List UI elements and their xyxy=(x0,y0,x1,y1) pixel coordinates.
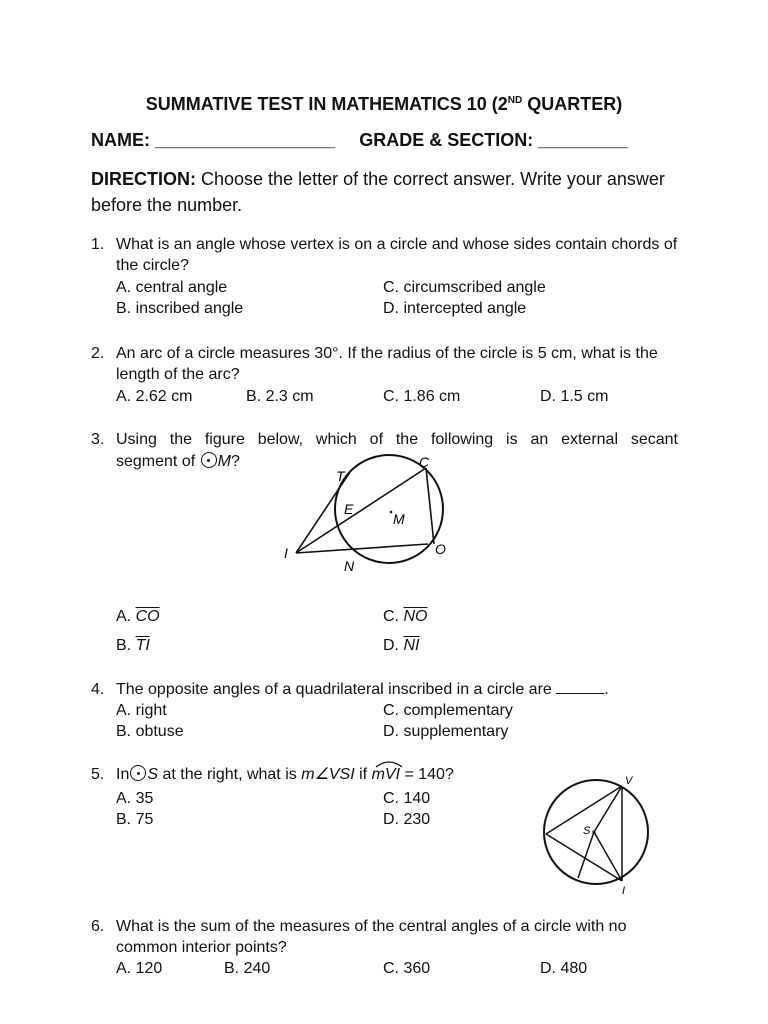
secant-io xyxy=(296,544,428,553)
circle-s xyxy=(544,780,648,884)
direction xyxy=(91,166,681,218)
question-2-option-c: C. 1.86 cm xyxy=(383,388,461,405)
circle-symbol-icon xyxy=(130,765,146,781)
label-i: I xyxy=(622,885,626,897)
label-t: T xyxy=(336,468,345,484)
question-4-option-d: D. supplementary xyxy=(383,723,509,740)
question-2-number: 2. xyxy=(91,345,105,362)
answer-blank xyxy=(556,693,604,694)
question-5-text: In S at the right, what is m∠VSI if mVI = 140? xyxy=(116,764,454,785)
question-5-option-b: B. 75 xyxy=(116,811,154,828)
question-1-option-a: A. central angle xyxy=(116,279,228,296)
question-3-text-line2: segment of M? xyxy=(116,453,240,470)
question-5-option-d: D. 230 xyxy=(383,811,431,828)
question-4-option-c: C. complementary xyxy=(383,702,513,719)
question-5-number: 5. xyxy=(91,766,105,783)
question-3-number: 3. xyxy=(91,431,105,448)
label-s: S xyxy=(583,825,591,837)
name-grade-row xyxy=(91,130,628,151)
question-1-option-d: D. intercepted angle xyxy=(383,300,527,317)
question-5-option-a: A. 35 xyxy=(116,790,154,807)
question-6-option-c: C. 360 xyxy=(383,960,431,977)
label-c: C xyxy=(419,454,430,470)
chord-i xyxy=(546,834,622,881)
question-1-text: What is an angle whose vertex is on a circle and whose sides contain chords of the circle? xyxy=(116,236,678,274)
secant-it xyxy=(296,472,350,553)
secant-figure xyxy=(280,450,460,580)
inscribed-angle-figure xyxy=(540,770,660,900)
chord-co xyxy=(426,468,434,544)
question-3-text: Using the figure below, which of the following is an external secant xyxy=(116,431,678,448)
question-2-option-a: A. 2.62 cm xyxy=(116,388,193,405)
question-2-option-d: D. 1.5 cm xyxy=(540,388,609,405)
question-1-option-b: B. inscribed angle xyxy=(116,300,244,317)
label-e: E xyxy=(344,501,354,517)
question-3-option-b: B. $\overline{TI}$ xyxy=(116,637,150,654)
question-2-option-b: B. 2.3 cm xyxy=(246,388,314,405)
question-4-number: 4. xyxy=(91,681,105,698)
question-6-number: 6. xyxy=(91,918,105,935)
question-6-option-b: B. 240 xyxy=(224,960,271,977)
grade-section-label: GRADE & SECTION: _________ xyxy=(359,130,629,150)
question-1-number: 1. xyxy=(91,236,105,253)
direction-text: Choose the letter of the correct answer. Write your answer before the number. xyxy=(91,169,665,215)
center-s xyxy=(592,830,595,833)
radius-sv xyxy=(594,786,622,832)
secant-ic xyxy=(296,468,426,553)
name-label: NAME: __________________ xyxy=(91,130,336,150)
question-2-text: An arc of a circle measures 30°. If the radius of the circle is 5 cm, what is the length of the arc? xyxy=(116,345,658,383)
direction-label: DIRECTION: xyxy=(91,169,196,189)
label-i: I xyxy=(284,545,288,561)
question-3-option-c: C. $\overline{NO}$ xyxy=(383,608,428,625)
question-3-option-a: A. $\overline{CO}$ xyxy=(116,608,160,625)
question-6-option-d: D. 480 xyxy=(540,960,588,977)
center-point xyxy=(390,511,393,514)
question-6-text: What is the sum of the measures of the central angles of a circle with no common interior points? xyxy=(116,918,627,956)
label-v: V xyxy=(625,775,633,787)
question-3-option-d: D. $\overline{NI}$ xyxy=(383,637,420,654)
question-1-option-c: C. circumscribed angle xyxy=(383,279,546,296)
label-n: N xyxy=(344,558,355,574)
question-4-text: The opposite angles of a quadrilateral inscribed in a circle are . xyxy=(116,681,609,698)
page-title: SUMMATIVE TEST IN MATHEMATICS 10 (2ND QUARTER) xyxy=(145,94,623,114)
arc-symbol-icon xyxy=(374,759,404,768)
question-4-option-b: B. obtuse xyxy=(116,723,184,740)
radius-si xyxy=(594,832,622,881)
label-o: O xyxy=(435,541,446,557)
question-5-option-c: C. 140 xyxy=(383,790,431,807)
label-m: M xyxy=(393,511,405,527)
question-6-option-a: A. 120 xyxy=(116,960,163,977)
circle-symbol-icon xyxy=(201,452,217,468)
question-4-option-a: A. right xyxy=(116,702,167,719)
arc-vi: mVI xyxy=(372,764,400,785)
